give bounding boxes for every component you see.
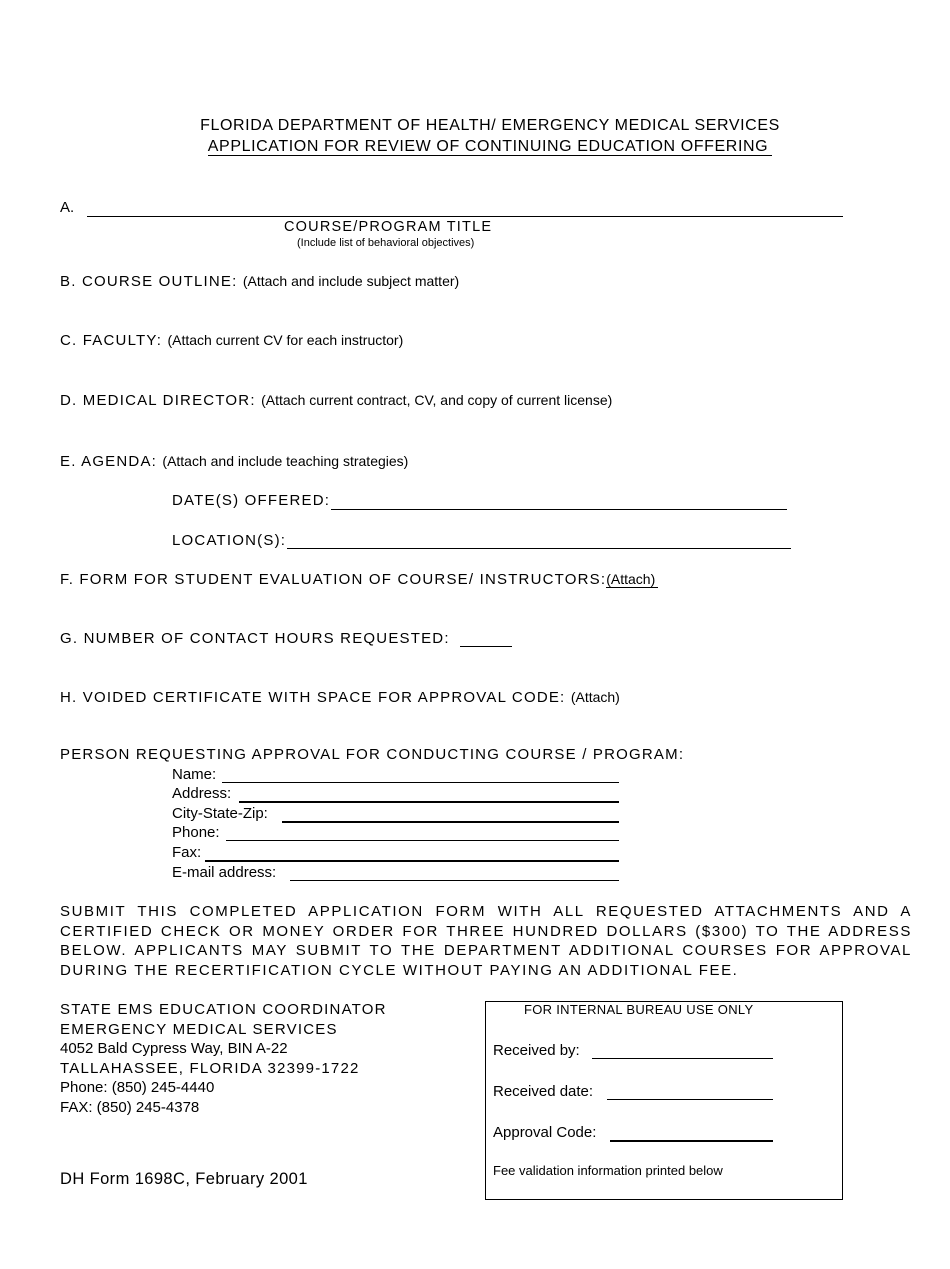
received-by-label: Received by:: [493, 1042, 580, 1059]
section-c-note: (Attach current CV for each instructor): [167, 332, 404, 348]
mailing-line-2: EMERGENCY MEDICAL SERVICES: [60, 1021, 338, 1038]
section-c-label: C. FACULTY:: [60, 332, 163, 349]
section-f-note: (Attach): [606, 571, 658, 588]
locations-label: LOCATION(S):: [172, 532, 287, 549]
form-agency-heading: FLORIDA DEPARTMENT OF HEALTH/ EMERGENCY MEDICAL SERVICES: [200, 117, 780, 134]
section-h: [60, 689, 620, 706]
internal-use-box: [485, 1001, 843, 1200]
received-by-field[interactable]: [592, 1058, 773, 1059]
submission-instructions: SUBMIT THIS COMPLETED APPLICATION FORM WITH ALL REQUESTED ATTACHMENTS AND A CERTIFIED CHECK OR MONEY ORDER FOR THREE HUNDRED DOLLARS ($300) TO THE ADDRESS BELOW. APPLICANTS MAY SUBMIT TO THE DEPARTMENT ADDITIONAL COURSES FOR APPROVAL DURING THE RECERTIFICATION CYCLE WITHOUT PAYING AN ADDITIONAL FEE.: [60, 903, 912, 979]
requester-address-label: Address:: [172, 785, 232, 802]
form-title: [0, 138, 950, 156]
section-b-note: (Attach and include subject matter): [242, 273, 460, 289]
approval-code-field[interactable]: [610, 1140, 773, 1142]
form-title-text: APPLICATION FOR REVIEW OF CONTINUING EDUCATION OFFERING: [208, 138, 772, 156]
requester-fax-field[interactable]: [205, 860, 619, 862]
fee-validation-note: Fee validation information printed below: [493, 1163, 723, 1178]
received-date-field[interactable]: [607, 1099, 773, 1100]
dates-offered-field[interactable]: [331, 509, 787, 510]
mailing-fax: FAX: (850) 245-4378: [60, 1099, 200, 1116]
section-e: [60, 453, 408, 470]
requester-phone-field[interactable]: [226, 840, 619, 841]
mailing-phone: Phone: (850) 245-4440: [60, 1079, 215, 1096]
locations-field[interactable]: [287, 548, 791, 549]
requester-address-field[interactable]: [239, 801, 619, 803]
requester-email-label: E-mail address:: [172, 864, 277, 881]
internal-use-title: FOR INTERNAL BUREAU USE ONLY: [524, 1002, 754, 1017]
requester-city-label: City-State-Zip:: [172, 805, 268, 822]
section-d-label: D. MEDICAL DIRECTOR:: [60, 392, 256, 409]
contact-hours-field[interactable]: [460, 646, 512, 647]
mailing-line-3: 4052 Bald Cypress Way, BIN A-22: [60, 1040, 288, 1057]
approval-code-label: Approval Code:: [493, 1124, 597, 1141]
section-e-note: (Attach and include teaching strategies): [162, 453, 409, 469]
section-f-label: F. FORM FOR STUDENT EVALUATION OF COURSE/ INSTRUCTORS:: [60, 571, 607, 588]
requester-email-field[interactable]: [290, 880, 619, 881]
section-d: [60, 392, 612, 409]
received-date-label: Received date:: [493, 1083, 594, 1100]
mailing-line-1: STATE EMS EDUCATION COORDINATOR: [60, 1001, 387, 1018]
course-title-field[interactable]: [87, 216, 843, 217]
section-h-label: H. VOIDED CERTIFICATE WITH SPACE FOR APPROVAL CODE:: [60, 689, 566, 706]
section-d-note: (Attach current contract, CV, and copy of current license): [261, 392, 613, 408]
section-c: [60, 332, 403, 349]
section-f: [60, 571, 658, 588]
dates-offered-label: DATE(S) OFFERED:: [172, 492, 331, 509]
requester-name-field[interactable]: [222, 782, 619, 783]
section-b-label: B. COURSE OUTLINE:: [60, 273, 238, 290]
course-title-label: COURSE/PROGRAM TITLE: [284, 219, 493, 235]
form-number: DH Form 1698C, February 2001: [60, 1170, 308, 1188]
section-b: [60, 273, 459, 290]
section-g-label: G. NUMBER OF CONTACT HOURS REQUESTED:: [60, 630, 450, 647]
requester-fax-label: Fax:: [172, 844, 202, 861]
course-title-note: (Include list of behavioral objectives): [297, 237, 475, 249]
mailing-line-4: TALLAHASSEE, FLORIDA 32399-1722: [60, 1060, 360, 1077]
requester-city-field[interactable]: [282, 821, 619, 823]
requester-phone-label: Phone:: [172, 824, 220, 841]
requester-name-label: Name:: [172, 766, 217, 783]
requester-heading: PERSON REQUESTING APPROVAL FOR CONDUCTING COURSE / PROGRAM:: [60, 746, 685, 763]
section-a-letter: A.: [60, 199, 75, 216]
section-e-label: E. AGENDA:: [60, 453, 158, 470]
section-h-note: (Attach): [570, 689, 620, 705]
